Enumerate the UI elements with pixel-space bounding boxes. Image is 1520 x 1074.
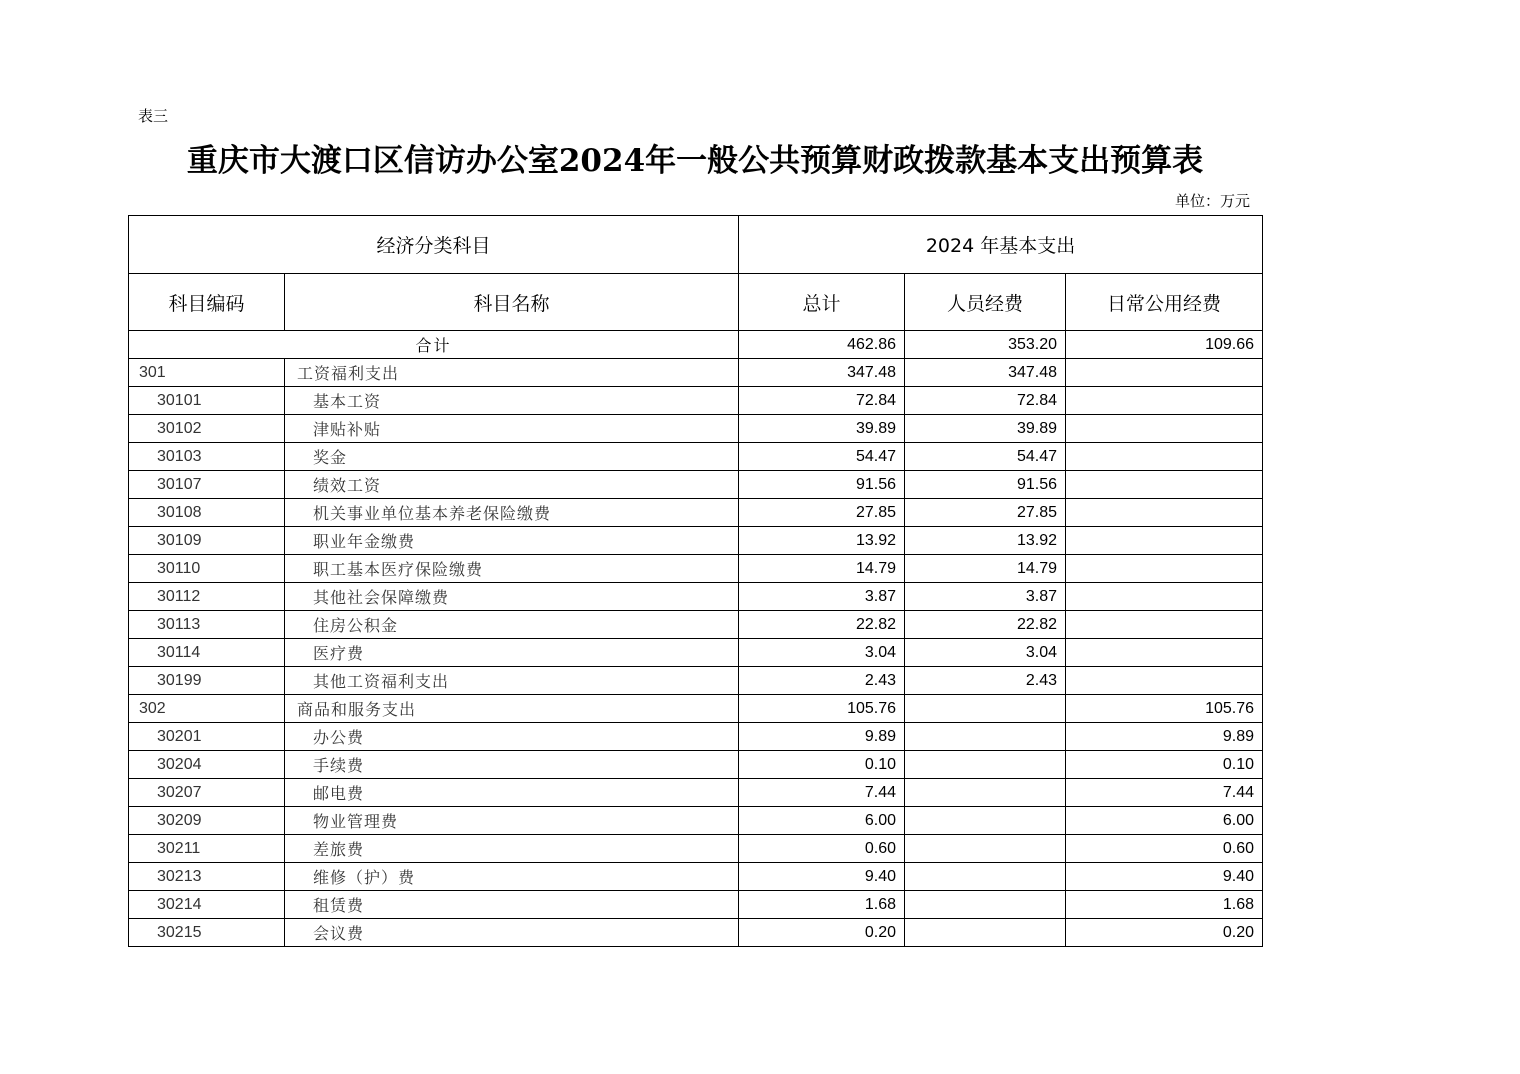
row-name: 其他社会保障缴费	[285, 583, 739, 611]
row-daily	[1066, 611, 1263, 639]
header-row-2	[129, 274, 1263, 331]
table-row	[129, 387, 1263, 415]
row-total: 2.43	[739, 667, 905, 695]
row-total: 347.48	[739, 359, 905, 387]
row-personnel: 14.79	[905, 555, 1066, 583]
row-total: 0.20	[739, 919, 905, 947]
table-row	[129, 779, 1263, 807]
row-daily	[1066, 639, 1263, 667]
row-total: 91.56	[739, 471, 905, 499]
row-code: 30214	[129, 891, 285, 919]
row-daily	[1066, 555, 1263, 583]
row-daily	[1066, 471, 1263, 499]
unit-label: 单位：万元	[1174, 192, 1250, 210]
row-code: 30110	[129, 555, 285, 583]
row-personnel	[905, 723, 1066, 751]
row-total: 39.89	[739, 415, 905, 443]
total-row	[129, 331, 1263, 359]
row-total: 22.82	[739, 611, 905, 639]
row-name: 租赁费	[285, 891, 739, 919]
table-row	[129, 527, 1263, 555]
header-name: 科目名称	[285, 274, 739, 331]
table-row	[129, 583, 1263, 611]
row-name: 机关事业单位基本养老保险缴费	[285, 499, 739, 527]
table-row	[129, 415, 1263, 443]
row-total: 13.92	[739, 527, 905, 555]
row-personnel: 347.48	[905, 359, 1066, 387]
header-basic-expense: 2024 年基本支出	[739, 216, 1263, 274]
row-daily: 9.89	[1066, 723, 1263, 751]
row-personnel: 91.56	[905, 471, 1066, 499]
row-code: 30211	[129, 835, 285, 863]
table-row	[129, 835, 1263, 863]
row-personnel: 72.84	[905, 387, 1066, 415]
table-row	[129, 555, 1263, 583]
table-row	[129, 751, 1263, 779]
row-name: 商品和服务支出	[285, 695, 739, 723]
table-row	[129, 359, 1263, 387]
row-personnel	[905, 779, 1066, 807]
row-name: 住房公积金	[285, 611, 739, 639]
total-personnel: 353.20	[905, 331, 1066, 359]
row-code: 30199	[129, 667, 285, 695]
row-total: 105.76	[739, 695, 905, 723]
row-code: 30209	[129, 807, 285, 835]
header-personnel: 人员经费	[905, 274, 1066, 331]
row-personnel	[905, 863, 1066, 891]
total-label: 合计	[129, 331, 739, 359]
row-daily: 0.60	[1066, 835, 1263, 863]
total-daily: 109.66	[1066, 331, 1263, 359]
row-name: 物业管理费	[285, 807, 739, 835]
row-code: 30207	[129, 779, 285, 807]
row-personnel	[905, 835, 1066, 863]
table-row	[129, 863, 1263, 891]
row-total: 27.85	[739, 499, 905, 527]
row-personnel: 27.85	[905, 499, 1066, 527]
row-daily	[1066, 499, 1263, 527]
header-total: 总计	[739, 274, 905, 331]
row-code: 30108	[129, 499, 285, 527]
row-total: 0.60	[739, 835, 905, 863]
row-personnel: 3.04	[905, 639, 1066, 667]
table-row	[129, 639, 1263, 667]
row-code: 301	[129, 359, 285, 387]
row-daily	[1066, 583, 1263, 611]
row-name: 会议费	[285, 919, 739, 947]
row-daily: 6.00	[1066, 807, 1263, 835]
row-code: 30101	[129, 387, 285, 415]
row-daily	[1066, 443, 1263, 471]
row-personnel	[905, 807, 1066, 835]
row-total: 9.40	[739, 863, 905, 891]
row-total: 1.68	[739, 891, 905, 919]
table-row	[129, 807, 1263, 835]
row-daily: 0.10	[1066, 751, 1263, 779]
row-total: 72.84	[739, 387, 905, 415]
row-total: 0.10	[739, 751, 905, 779]
row-personnel: 2.43	[905, 667, 1066, 695]
budget-table	[128, 215, 1263, 947]
row-name: 其他工资福利支出	[285, 667, 739, 695]
row-name: 绩效工资	[285, 471, 739, 499]
row-personnel: 39.89	[905, 415, 1066, 443]
row-name: 差旅费	[285, 835, 739, 863]
row-personnel	[905, 751, 1066, 779]
header-econ-category: 经济分类科目	[129, 216, 739, 274]
row-total: 7.44	[739, 779, 905, 807]
row-name: 基本工资	[285, 387, 739, 415]
row-total: 9.89	[739, 723, 905, 751]
row-daily	[1066, 359, 1263, 387]
row-daily: 105.76	[1066, 695, 1263, 723]
row-daily: 0.20	[1066, 919, 1263, 947]
row-name: 办公费	[285, 723, 739, 751]
row-daily: 9.40	[1066, 863, 1263, 891]
table-row	[129, 611, 1263, 639]
row-total: 3.04	[739, 639, 905, 667]
row-name: 职工基本医疗保险缴费	[285, 555, 739, 583]
row-code: 30107	[129, 471, 285, 499]
document-title: 重庆市大渡口区信访办公室2024年一般公共预算财政拨款基本支出预算表	[186, 143, 1204, 179]
row-personnel: 13.92	[905, 527, 1066, 555]
table-row	[129, 499, 1263, 527]
table-row	[129, 695, 1263, 723]
row-daily	[1066, 527, 1263, 555]
row-personnel: 3.87	[905, 583, 1066, 611]
row-code: 30201	[129, 723, 285, 751]
row-code: 30109	[129, 527, 285, 555]
row-name: 手续费	[285, 751, 739, 779]
row-name: 职业年金缴费	[285, 527, 739, 555]
row-total: 14.79	[739, 555, 905, 583]
header-daily-public: 日常公用经费	[1066, 274, 1263, 331]
row-daily: 1.68	[1066, 891, 1263, 919]
row-daily: 7.44	[1066, 779, 1263, 807]
total-value: 462.86	[739, 331, 905, 359]
table-number-label: 表三	[138, 107, 169, 125]
row-daily	[1066, 415, 1263, 443]
row-name: 邮电费	[285, 779, 739, 807]
row-code: 30102	[129, 415, 285, 443]
row-name: 维修（护）费	[285, 863, 739, 891]
header-row-1	[129, 216, 1263, 274]
row-name: 津贴补贴	[285, 415, 739, 443]
row-code: 30204	[129, 751, 285, 779]
row-code: 30112	[129, 583, 285, 611]
table-row	[129, 723, 1263, 751]
table-row	[129, 919, 1263, 947]
row-daily	[1066, 387, 1263, 415]
row-name: 医疗费	[285, 639, 739, 667]
row-total: 6.00	[739, 807, 905, 835]
row-total: 54.47	[739, 443, 905, 471]
row-code: 30114	[129, 639, 285, 667]
row-personnel: 54.47	[905, 443, 1066, 471]
row-name: 奖金	[285, 443, 739, 471]
row-code: 30103	[129, 443, 285, 471]
table-row	[129, 443, 1263, 471]
header-code: 科目编码	[129, 274, 285, 331]
table-row	[129, 667, 1263, 695]
row-personnel	[905, 695, 1066, 723]
table-row	[129, 471, 1263, 499]
row-personnel	[905, 919, 1066, 947]
row-name: 工资福利支出	[285, 359, 739, 387]
row-code: 30213	[129, 863, 285, 891]
row-daily	[1066, 667, 1263, 695]
row-total: 3.87	[739, 583, 905, 611]
table-row	[129, 891, 1263, 919]
row-personnel	[905, 891, 1066, 919]
row-personnel: 22.82	[905, 611, 1066, 639]
row-code: 302	[129, 695, 285, 723]
row-code: 30113	[129, 611, 285, 639]
row-code: 30215	[129, 919, 285, 947]
